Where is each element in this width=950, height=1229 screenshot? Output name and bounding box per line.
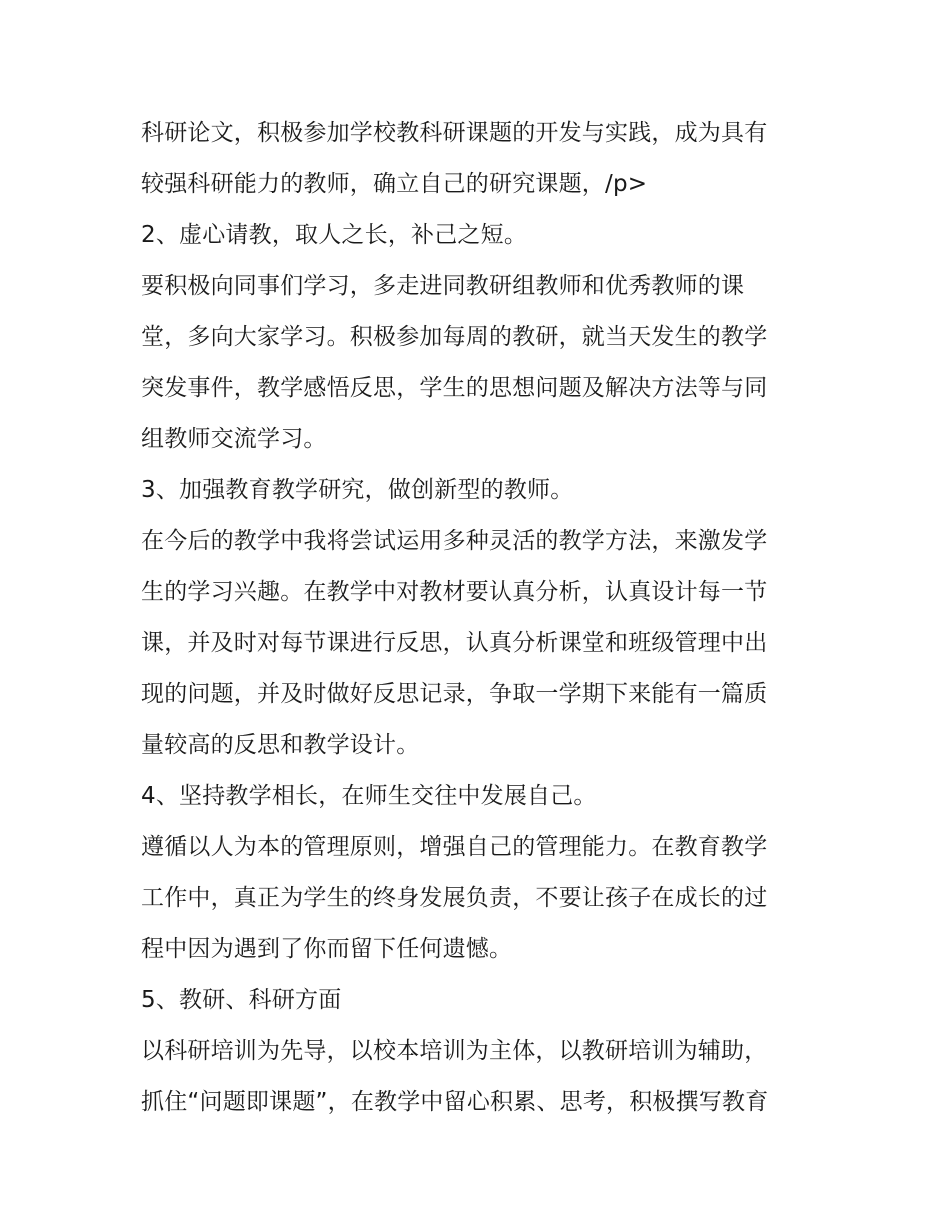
text-line: 组教师交流学习。 <box>141 426 327 452</box>
text-line: 以科研培训为先导，以校本培训为主体，以教研培训为辅助， <box>141 1038 768 1064</box>
section-heading: 3、加强教育教学研究，做创新型的教师。 <box>141 477 574 503</box>
text-line: 现的问题，并及时做好反思记录，争取一学期下来能有一篇质 <box>141 681 768 707</box>
section-heading: 4、坚持教学相长，在师生交往中发展自己。 <box>141 783 597 809</box>
text-line: 抓住“问题即课题”，在教学中留心积累、思考，积极撰写教育 <box>141 1089 769 1115</box>
text-line: 要积极向同事们学习，多走进同教研组教师和优秀教师的课 <box>141 273 745 299</box>
section-heading: 5、教研、科研方面 <box>141 987 342 1013</box>
text-line: 生的学习兴趣。在教学中对教材要认真分析，认真设计每一节 <box>141 579 768 605</box>
document-body <box>141 108 821 1128</box>
text-line: 课，并及时对每节课进行反思，认真分析课堂和班级管理中出 <box>141 630 768 656</box>
text-line: 较强科研能力的教师，确立自己的研究课题，/p> <box>141 171 648 197</box>
text-line: 突发事件，教学感悟反思，学生的思想问题及解决方法等与同 <box>141 375 768 401</box>
text-line: 量较高的反思和教学设计。 <box>141 732 420 758</box>
text-line: 在今后的教学中我将尝试运用多种灵活的教学方法，来激发学 <box>141 528 768 554</box>
text-line: 科研论文，积极参加学校教科研课题的开发与实践，成为具有 <box>141 120 768 146</box>
text-line: 堂，多向大家学习。积极参加每周的教研，就当天发生的教学 <box>141 324 768 350</box>
text-line: 遵循以人为本的管理原则，增强自己的管理能力。在教育教学 <box>141 834 768 860</box>
section-heading: 2、虚心请教，取人之长，补己之短。 <box>141 222 528 248</box>
text-line: 工作中，真正为学生的终身发展负责，不要让孩子在成长的过 <box>141 885 768 911</box>
text-line: 程中因为遇到了你而留下任何遗憾。 <box>141 936 513 962</box>
